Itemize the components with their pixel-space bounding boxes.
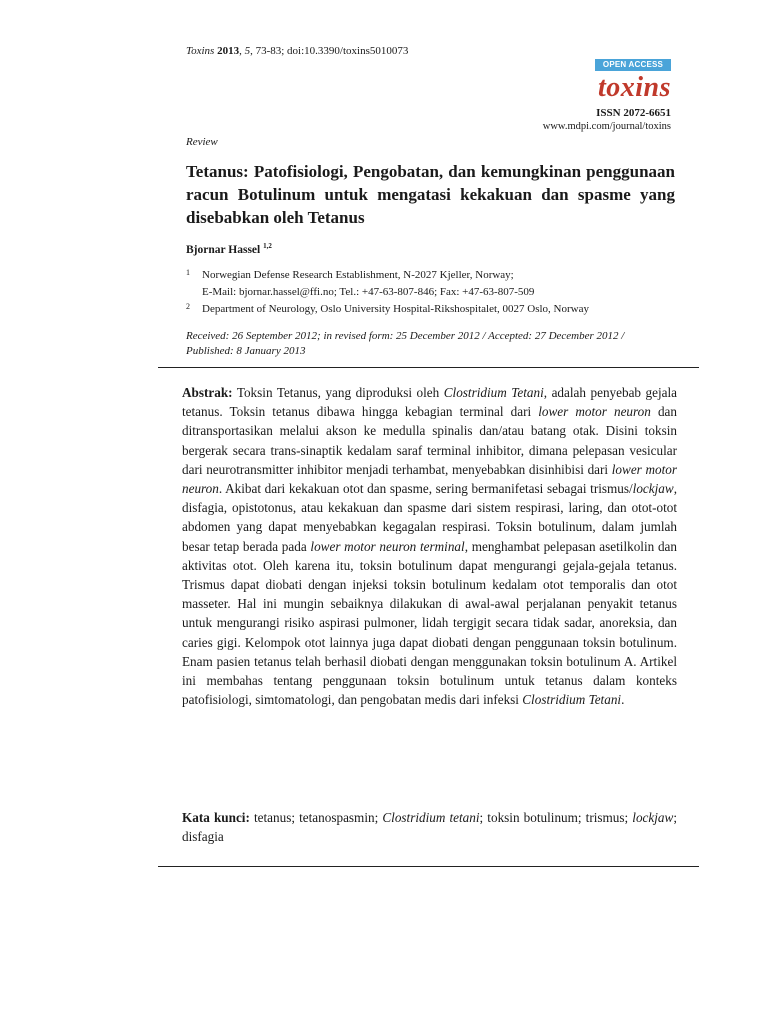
keywords-body	[182, 810, 677, 844]
italic-term: lockjaw	[632, 481, 674, 497]
text-run: ; disfagia	[182, 810, 677, 845]
publication-dates: Received: 26 September 2012; in revised form: 25 December 2012 / Accepted: 27 December 2012 / Published: 8 January 2013	[186, 330, 625, 357]
author-affiliation-marks: 1,2	[263, 242, 272, 250]
citation-rest: , 73-83; doi:10.3390/toxins5010073	[250, 45, 409, 57]
divider-top	[158, 367, 699, 368]
italic-term: Clostridium tetani	[382, 810, 480, 825]
text-run: ; toksin botulinum; trismus;	[479, 810, 633, 825]
text-run: .	[621, 692, 625, 708]
text-run: , adalah penyebab gejala tetanus. Toksin tetanus dibawa hingga kebagian terminal dari	[182, 385, 678, 420]
article-title: Tetanus: Patofisiologi, Pengobatan, dan kemungkinan penggunaan racun Botulinum untuk mengatasi kekakuan dan spasme yang disebabkan oleh Tetanus	[186, 162, 675, 227]
open-access-badge: OPEN ACCESS	[595, 59, 671, 71]
text-run: Toksin Tetanus, yang diproduksi oleh	[232, 385, 444, 400]
keywords-label: Kata kunci:	[182, 810, 250, 825]
citation-year: 2013	[217, 45, 240, 57]
journal-logo: toxins	[597, 72, 671, 103]
italic-term: lower motor neuron terminal	[310, 538, 465, 554]
citation-line: Toxins 2013, 5, 73-83; doi:10.3390/toxins5010073	[186, 45, 409, 57]
author-name: Bjornar Hassel	[186, 243, 261, 256]
italic-term: Clostridium Tetani	[443, 385, 544, 400]
text-run: , disfagia, opistotonus, atau kekakuan dan spasme dari sistem respirasi, laring, dan otot-otot abdomen yang dapat menyebabkan kegagalan respirasi. Toksin botulinum, dalam jumlah besar tetap berada pada	[182, 481, 677, 554]
affiliation-text: Norwegian Defense Research Establishment, N-2027 Kjeller, Norway;	[202, 269, 514, 281]
italic-term: Clostridium Tetani	[522, 692, 622, 708]
abstract-body	[182, 385, 677, 707]
italic-term: lower motor neuron	[182, 461, 677, 497]
text-run: . Akibat dari kekakuan otot dan spasme, sering bermanifetasi sebagai trismus/	[218, 481, 633, 497]
divider-bottom	[158, 866, 699, 867]
keywords	[182, 808, 677, 846]
text-run: tetanus; tetanospasmin;	[249, 810, 383, 825]
italic-term: lower motor neuron	[538, 404, 651, 420]
citation-volume: 5	[244, 45, 251, 57]
issn: ISSN 2072-6651	[596, 107, 671, 119]
affiliation-text: Department of Neurology, Oslo University Hospital-Rikshospitalet, 0027 Oslo, Norway	[202, 303, 589, 315]
affiliation-number: 1	[186, 268, 190, 277]
affiliation-number: 2	[186, 302, 190, 311]
abstract-label: Abstrak:	[182, 385, 233, 400]
article-type: Review	[186, 136, 218, 148]
italic-term: lockjaw	[632, 810, 674, 825]
text-run: , menghambat pelepasan asetilkolin dan aktivitas otot. Oleh karena itu, toksin botulinum dapat mengurangi gejala-gejala tetanus. Trismus dapat diobati dengan injeksi toksin botulinum kedalam otot temporalis dan otot masseter. Hal ini mungin sebaiknya dilakukan di awal-awal perjalanan penyakit tetanus untuk mengurangi risiko aspirasi pulmoner, lidah tergigit secara tidak sadar, anoreksia, dan caries gigi. Kelompok otot lainnya juga dapat diobati dengan penggunaan toksin botulinum. Enam pasien tetanus telah berhasil diobati dengan menggunakan toksin botulinum A. Artikel ini membahas tentang penggunaan toksin botulinum untuk tetanus dalam konteks patofisiologi, simtomatologi, dan pengobatan medis dari infeksi	[182, 538, 677, 708]
author	[186, 242, 272, 256]
text-run: dan ditransportasikan melalui akson ke medulla spinalis dan/atau batang otak. Disini toksin bergerak secara trans-sinaptik kedalam saraf terminal inhibitor, dimana pelepasan vesicular dari neurotransmitter inhibitor menjadi terhambat, menyebabkan disinhibisi dari	[182, 404, 677, 477]
journal-url[interactable]: www.mdpi.com/journal/toxins	[542, 121, 671, 132]
affiliation-text: E-Mail: bjornar.hassel@ffi.no; Tel.: +47-63-807-846; Fax: +47-63-807-509	[202, 286, 535, 298]
abstract	[182, 383, 677, 709]
citation-journal: Toxins	[186, 45, 215, 57]
